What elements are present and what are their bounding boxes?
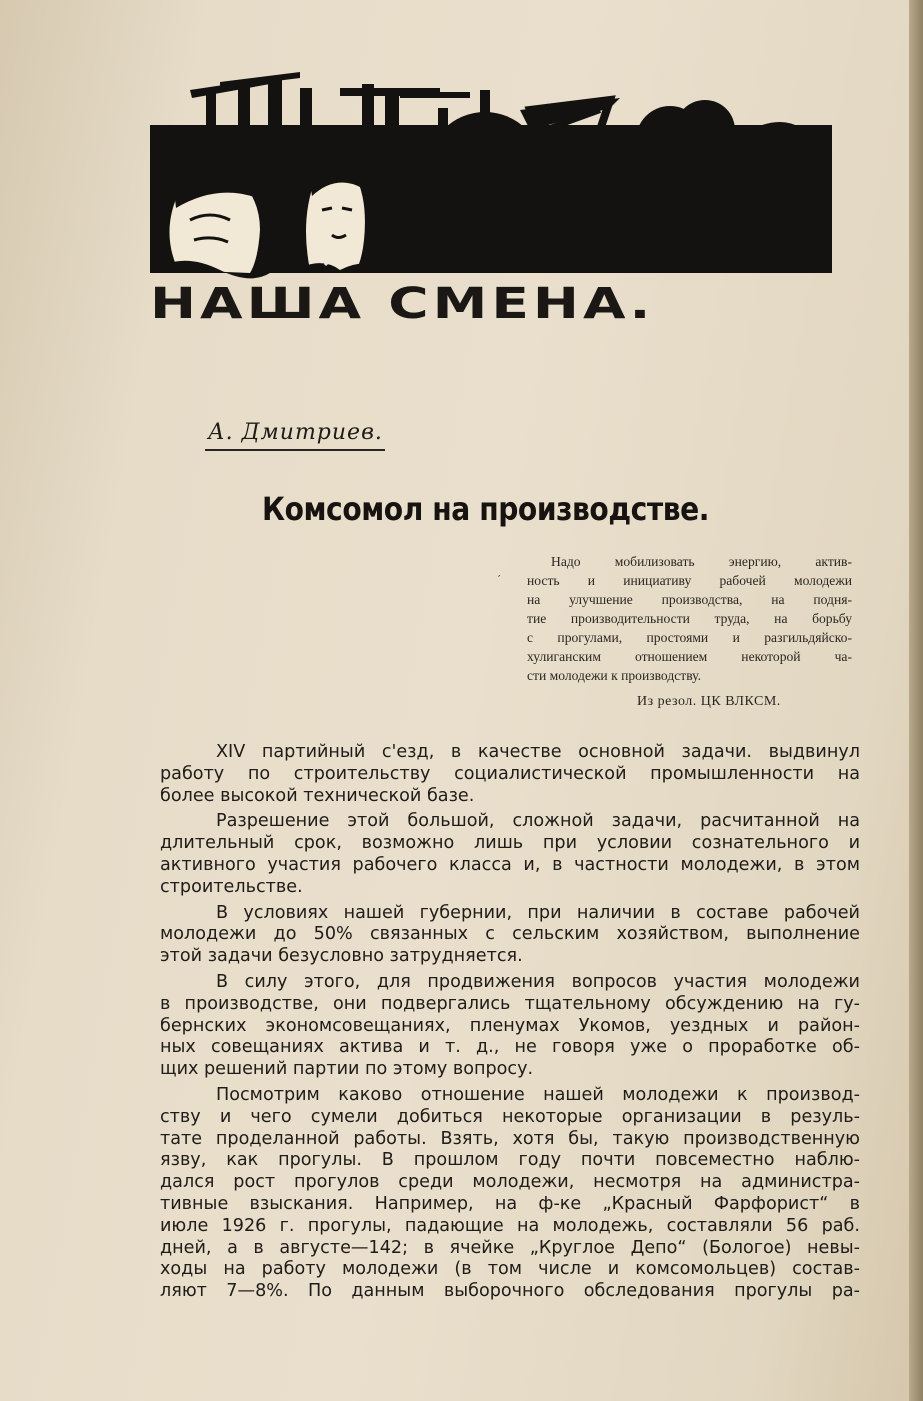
- body-line: язву, как прогулы. В прошлом году почти повсеместно наблю-: [160, 1150, 860, 1171]
- epigraph-line: сти молодежи к производству.: [527, 668, 701, 683]
- body-line: ству и чего сумели добиться некоторые организации в резуль-: [160, 1106, 860, 1127]
- page-edge: [909, 0, 923, 1401]
- article-body: [160, 742, 860, 1303]
- epigraph-line: на улучшение производства, на подня-: [527, 592, 852, 607]
- body-line: этой задачи безусловно затрудняется.: [160, 946, 523, 967]
- body-line: бернских экономсовещаниях, пленумах Укомов, уездных и район-: [160, 1015, 860, 1036]
- epigraph-source: Из резол. ЦК ВЛКСМ.: [637, 694, 781, 709]
- body-line: XIV партийный с'езд, в качестве основной задачи. выдвинул: [216, 742, 860, 762]
- author-underline: [205, 449, 385, 451]
- body-line: ных совещаниях актива и т. д., не говоря уже о проработке об-: [160, 1037, 860, 1058]
- body-line: щих решений партии по этому вопросу.: [160, 1059, 534, 1080]
- epigraph-line: Надо мобилизовать энергию, актив-: [551, 554, 852, 569]
- body-line: дней, а в августе—142; в ячейке „Круглое Депо“ (Бологое) невы-: [160, 1237, 860, 1258]
- body-line: более высокой технической базе.: [160, 785, 475, 806]
- section-heading: НАША СМЕНА.: [150, 278, 655, 328]
- body-line: В силу этого, для продвижения вопросов участия молодежи: [216, 971, 860, 992]
- body-line: тивные взыскания. Например, на ф-ке „Красный Фарфорист“ в: [160, 1193, 860, 1214]
- epigraph: [527, 552, 852, 685]
- body-line: Разрешение этой большой, сложной задачи, расчитанной на: [216, 811, 860, 832]
- article-title: Комсомол на производстве.: [262, 490, 710, 528]
- print-mark: ′: [498, 573, 501, 586]
- body-line: работу по строительству социалистической промышленности на: [160, 763, 860, 784]
- body-line: дался рост прогулов среди молодежи, несмотря на администра-: [160, 1172, 860, 1193]
- body-line: В условиях нашей губернии, при наличии в составе рабочей: [216, 902, 860, 923]
- body-line: длительный срок, возможно лишь при условии сознательного и: [160, 833, 860, 854]
- epigraph-line: хулиганским отношением некоторой ча-: [527, 649, 852, 664]
- epigraph-line: с прогулами, простоями и разгильдяйско-: [527, 630, 852, 645]
- body-line: тате проделанной работы. Взять, хотя бы, такую производственную: [160, 1128, 860, 1149]
- article-author: А. Дмитриев.: [208, 420, 383, 445]
- body-line: ходы на работу молодежи (в том числе и комсомольцев) состав-: [160, 1259, 860, 1280]
- body-line: строительстве.: [160, 876, 303, 897]
- body-line: Посмотрим каково отношение нашей молодежи к производ-: [216, 1084, 860, 1105]
- epigraph-line: тие производительности труда, на борьбу: [527, 611, 852, 626]
- body-line: июле 1926 г. прогулы, падающие на молодежь, составляли 56 раб.: [160, 1215, 860, 1236]
- epigraph-line: ность и инициативу рабочей молодежи: [527, 573, 852, 588]
- body-line: молодежи до 50% связанных с сельским хозяйством, выполнение: [160, 924, 860, 945]
- body-line: в производстве, они подвергались тщательному обсуждению на гу-: [160, 993, 860, 1014]
- body-line: ляют 7—8%. По данным выборочного обследования прогулы ра-: [160, 1281, 860, 1302]
- body-line: активного участия рабочего класса и, в частности молодежи, в этом: [160, 854, 860, 875]
